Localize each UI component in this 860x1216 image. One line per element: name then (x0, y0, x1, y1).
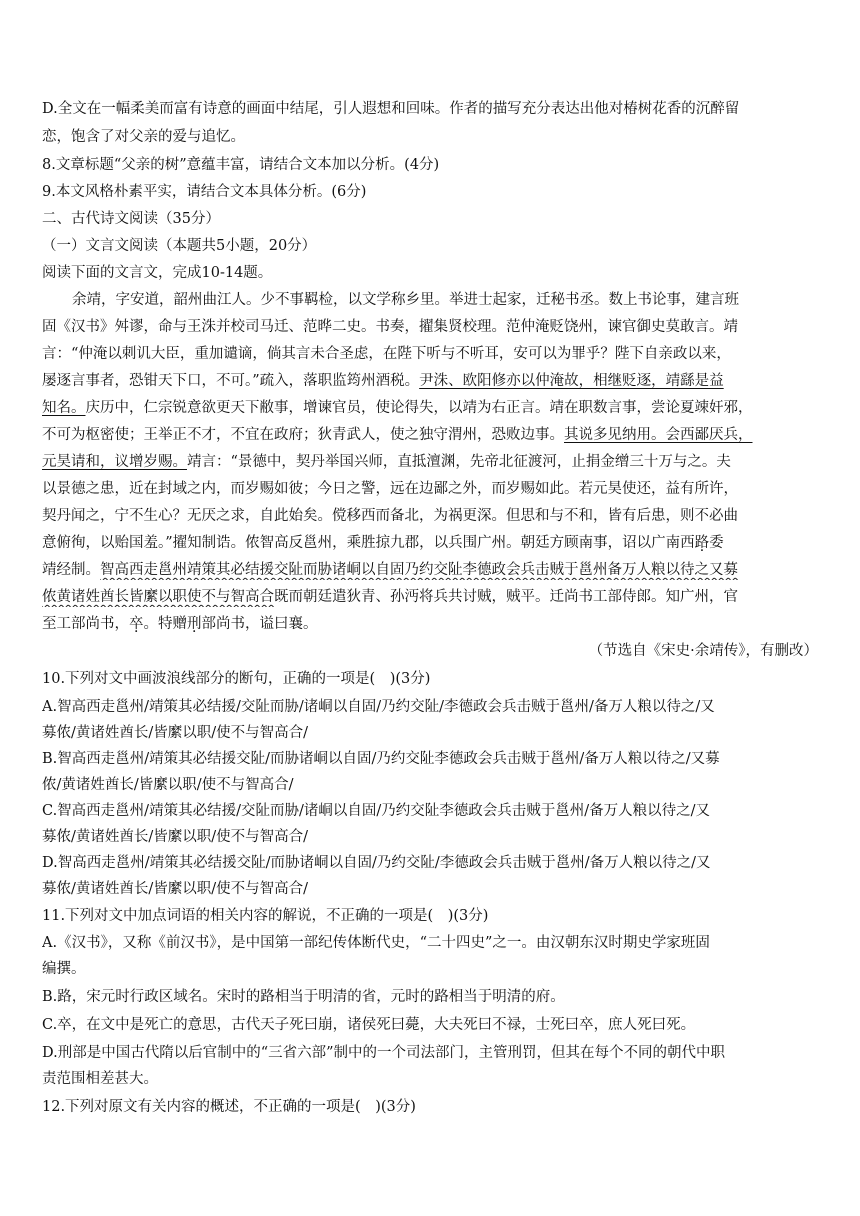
option-a-line-2: 募侬/黄诸姓酋长/皆縻以职/使不与智高合/ (42, 725, 309, 741)
wavy-underlined-text: 智高西走邕州靖策其必结援交阯而胁诸峒以自固乃约交阯李德政会兵击贼于邕州备万人粮以待之又募 (100, 562, 738, 578)
passage-text: 靖经制。 (42, 562, 100, 578)
passage-line (42, 560, 822, 580)
dotted-word-zu: 卒 (129, 616, 144, 632)
option-c-line-1: C.智高西走邕州/靖策其必结援/交阯而胁/诸峒以自固/乃约交阯李德政会兵击贼于邕州/备万人粮以待之/又 (42, 803, 710, 819)
passage-text: 。特赠 (143, 616, 187, 632)
question-8: 8.文章标题“父亲的树”意蕴丰富，请结合文本加以分析。(4分) (42, 157, 440, 173)
underlined-sentence: 其说多见纳用。会西鄙厌兵， (564, 427, 753, 443)
option-a-line-1: A.《汉书》，又称《前汉书》，是中国第一部纪传体断代史，“二十四史”之一。由汉朝东汉时期史学家班固 (42, 935, 710, 951)
option-d-line-2: 募侬/黄诸姓酋长/皆縻以职/使不与智高合/ (42, 881, 309, 897)
option-c-line-2: 募侬/黄诸姓酋长/皆縻以职/使不与智高合/ (42, 829, 309, 845)
reading-instruction: 阅读下面的文言文，完成10-14题。 (42, 265, 273, 281)
passage-line (42, 533, 822, 553)
dotted-word-lu: 路 (694, 535, 710, 551)
underlined-sentence: 知名。 (42, 400, 86, 416)
passage-text: 意俯徇，以贻国羞。”擢知制诰。侬智高反邕州，乘胜掠九郡，以兵围广州。朝廷方顾南事，诏以广南西 (42, 535, 695, 551)
question-11: 11.下列对文中加点词语的相关内容的解说，不正确的一项是( )(3分) (42, 908, 489, 924)
option-c: C.卒，在文中是死亡的意思，古代天子死曰崩，诸侯死曰薨，大夫死曰不禄，士死曰卒，庶人死曰死。 (42, 1017, 696, 1033)
passage-text: 既而朝廷遣狄青、孙沔将兵共讨贼，贼平。迁尚书工部侍郎。知广州，官 (274, 589, 738, 605)
option-b-line-2: 侬/黄诸姓酋长/皆縻以职/使不与智高合/ (42, 777, 294, 793)
question-9: 9.本文风格朴素平实，请结合文本具体分析。(6分) (42, 184, 367, 200)
question-10: 10.下列对文中画波浪线部分的断句，正确的一项是( )(3分) (42, 671, 431, 687)
passage-line: 契丹闻之，宁不生心？无厌之求，自此始矣。傥移西而备北，为祸更深。但思和与不和，皆有后患，则不必曲 (42, 508, 738, 524)
option-b-line-1: B.智高西走邕州/靖策其必结援交阯/而胁诸峒以自固/乃约交阯李德政会兵击贼于邕州/备万人粮以待之/又募 (42, 751, 720, 767)
passage-text: 屡逐言事者，恐钳天下口，不可。”疏入，落职监筠州酒税。 (42, 373, 420, 389)
wavy-underlined-text: 侬黄诸姓酋长皆縻以职使不与智高合 (42, 589, 274, 605)
passage-line (42, 587, 822, 607)
dotted-word-xing: 刑 (187, 616, 202, 632)
passage-line: 固《汉书》舛谬，命与王洙并校司马迁、范晔二史。书奏，擢集贤校理。范仲淹贬饶州，谏官御史莫敢言。靖 (42, 319, 738, 335)
question-12: 12.下列对原文有关内容的概述，不正确的一项是( )(3分) (42, 1099, 416, 1115)
passage-source: （节选自《宋史·余靖传》，有删改） (588, 643, 818, 659)
passage-line (42, 371, 822, 391)
option-d-line-2: 责范围相差甚大。 (42, 1071, 158, 1087)
passage-line: 言：“仲淹以刺讥大臣，重加谴谪，倘其言未合圣虑，在陛下听与不听耳，安可以为罪乎？陛下自亲政以来， (42, 346, 731, 362)
passage-line (42, 614, 822, 634)
passage-line (42, 452, 822, 472)
option-b: B.路，宋元时行政区域名。宋时的路相当于明清的省，元时的路相当于明清的府。 (42, 989, 565, 1005)
passage-text: 庆历中，仁宗锐意欲更天下敝事，增谏官员，使论得失，以靖为右正言。靖在职数言事，尝论夏竦奸邪， (85, 400, 753, 416)
option-a-line-1: A.智高西走邕州/靖策其必结援/交阯而胁/诸峒以自固/乃约交阯/李德政会兵击贼于邕州/备万人粮以待之/又 (42, 699, 715, 715)
passage-line (42, 425, 822, 445)
option-d-line-1: D.刑部是中国古代隋以后官制中的“三省六部”制中的一个司法部门，主管刑罚，但其在每个不同的朝代中职 (42, 1045, 726, 1061)
option-d-line-1: D.全文在一幅柔美而富有诗意的画面中结尾，引人遐想和回味。作者的描写充分表达出他对椿树花香的沉醉留 (42, 101, 740, 117)
option-d-line-1: D.智高西走邕州/靖策其必结援交阯/而胁诸峒以自固/乃约交阯/李德政会兵击贼于邕州/备万人粮以待之/又 (42, 855, 711, 871)
passage-text: 至工部尚书， (42, 616, 129, 632)
passage-line: 以景德之患，近在封域之内，而岁赐如彼；今日之警，远在边鄙之外，而岁赐如此。若元昊使还，益有所许， (42, 481, 738, 497)
passage-text: 靖言：“景德中，契丹举国兴师，直抵澶渊，先帝北征渡河，止捐金缯三十万与之。夫 (187, 454, 731, 470)
passage-line (42, 398, 822, 418)
underlined-sentence: 元昊请和，议增岁赐。 (42, 454, 187, 470)
subsection-heading: （一）文言文阅读（本题共5小题，20分） (42, 238, 317, 254)
passage-text: 部尚书，谥曰襄。 (201, 616, 318, 632)
option-d-line-2: 恋，饱含了对父亲的爱与追忆。 (42, 129, 245, 145)
section-heading: 二、古代诗文阅读（35分） (42, 211, 220, 227)
passage-text: 委 (709, 535, 724, 551)
option-a-line-2: 编撰。 (42, 961, 86, 977)
passage-text: 不可为枢密使；王举正不才，不宜在政府；狄青武人，使之独守渭州，恐败边事。 (42, 427, 564, 443)
passage-line: 余靖，字安道，韶州曲江人。少不事羁检，以文学称乡里。举进士起家，迁秘书丞。数上书论事，建言班 (72, 292, 739, 308)
underlined-sentence: 尹洙、欧阳修亦以仲淹故，相继贬逐，靖繇是益 (419, 373, 724, 389)
